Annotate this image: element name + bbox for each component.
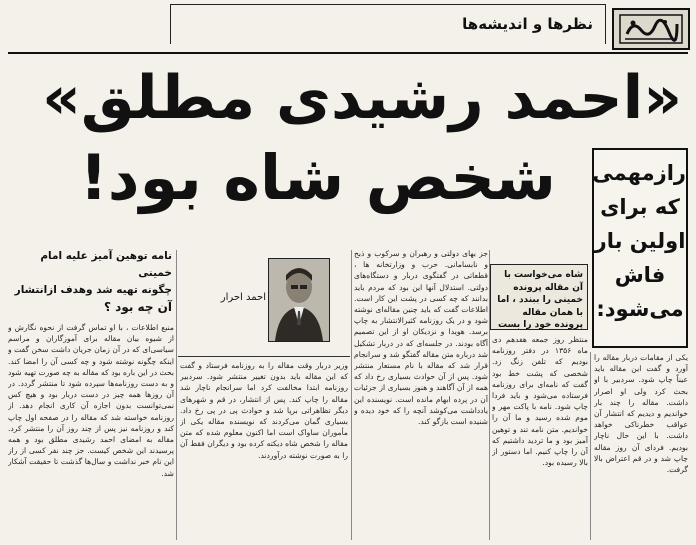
subhead-line: چگونه تهیه شد وهدف ازانتشار (14, 284, 172, 296)
newspaper-logo-icon (612, 8, 690, 50)
body-column: وزیر دربار وقت مقاله را به روزنامه فرستاد و گفت که این مقاله باید بدون تغییر منتشر شود. سردبیر روزنامه ابتدا مخالفت کرد اما سرانجام ناچار شد مقاله را چاپ کند. پس از انتشار، در قم و شهرهای دیگر تظاهراتی برپا شد و حوادث پی در پی رخ داد. بسیاری گمان می‌کردند که نویسنده مقاله یکی از مأموران ساواک است اما اکنون معلوم شده که متن مقاله را شخص شاه دیکته کرده بود و دیگران فقط آن را به صورت نوشته درآوردند. (180, 361, 348, 460)
column-rule (590, 352, 591, 540)
highlight-note: شاه می‌خواست با آن مقاله پرونده خمینی را ببندد ، اما با همان مقاله پرونده خود را بست (490, 264, 588, 330)
body-column: یکی از مقامات دربار مقاله را آورد و گفت این مقاله باید عیناً چاپ شود. سردبیر با او بحث کرد ولی او اصرار داشت. مقاله را چند بار خواندیم و دیدیم که انتشار آن عواقب خطرناکی خواهد داشت. با این حال ناچار بودیم. فردای آن روز مقاله چاپ شد و در قم اعتراض بالا گرفت. (594, 353, 688, 475)
headline-line-1: «احمد رشیدی مطلق» (42, 63, 682, 133)
side-teaser-line: فاش (614, 263, 666, 287)
side-teaser-line: اولین بار (594, 229, 686, 253)
column-divider (178, 356, 350, 357)
headline-line-2: شخص شاه بود! (79, 141, 556, 214)
side-teaser-box (592, 148, 688, 348)
body-column: منتظر روز جمعه هفدهم دی ماه ۱۳۵۶ در دفتر روزنامه بودیم که تلفن زنگ زد. شخصی که پشت خط بود گفت که نامه‌ای برای روزنامه فرستاده می‌شود و باید فردا چاپ شود. نامه با پاکت مهر و موم شده رسید و ما آن را خواندیم. متن نامه تند و توهین آمیز بود و ما تردید داشتیم که آن را چاپ کنیم. اما دستور از بالا رسیده بود. (492, 335, 588, 468)
article-subhead (10, 248, 172, 316)
column-rule (176, 250, 177, 540)
side-teaser-line: می‌شود: (596, 297, 684, 321)
author-photo (268, 258, 330, 342)
subhead-line: نامه توهین آمیز علیه امام خمینی (40, 250, 172, 279)
subhead-line: آن چه بود ؟ (104, 300, 172, 314)
column-rule (351, 250, 352, 540)
side-teaser-line: که برای (600, 195, 680, 219)
body-column: منبع اطلاعات ، با او تماس گرفت از نحوه نگارش و از شیوه بیان مقاله برای آموزگاران و مراسم سیاسی‌ای که در آن زمان جریان داشت سخن گفت و اینکه چگونه نوشته شود و چه کسی آن را امضا کند. بحث در این باره بود که مقاله به چه صورت تهیه شود و به دست روزنامه‌ها سپرده شود تا منتشر گردد. در آن روزها همه چیز در دست دربار بود و هیچ کس نمی‌توانست بدون اجازه آن کاری انجام دهد. از روزنامه خواسته شد که مقاله را در صفحه اول چاپ کند و روزنامه نیز پس از چند روز آن را منتشر کرد. مقاله به امضای احمد رشیدی مطلق بود و همه پرسیدند این شخص کیست. جز چند نفر کسی از راز این نام خبر نداشت و سال‌ها گذشت تا حقیقت آشکار شد. (8, 323, 174, 478)
author-caption: احمد احرار (220, 292, 266, 303)
header-divider (8, 52, 688, 54)
section-title: نظرها و اندیشه‌ها (170, 4, 606, 44)
side-teaser-line: رازمهمی (592, 161, 686, 185)
body-column: جز بهای دولتی و رهبران و سرکوب و ذبح و نابسامانی. حرب و وزارتخانه ها ، قطعاتی در گفتگوی دربار و دستگاه‌های دولتی. استدلال آنها این بود که مردم باید بدانند که چه کسی در پشت این کار است. اطلاعات گفت که باید چنین مقاله‌ای نوشته شود و در یک روزنامه کثیرالانتشار به چاپ برسد. هویدا و نزدیکان او از این تصمیم آگاه بودند. در جلسه‌ای که در دربار تشکیل شد درباره متن مقاله گفتگو شد و سرانجام قرار شد که مقاله با نام مستعار منتشر شود. پس از آن حوادث بسیاری رخ داد که همه از آن آگاهند و هنوز بسیاری از جزئیات آن در پرده ابهام مانده است. نویسنده این یادداشت می‌کوشد آنچه را که خود دیده و شنیده است بازگو کند. (354, 249, 488, 427)
column-rule (489, 250, 490, 540)
